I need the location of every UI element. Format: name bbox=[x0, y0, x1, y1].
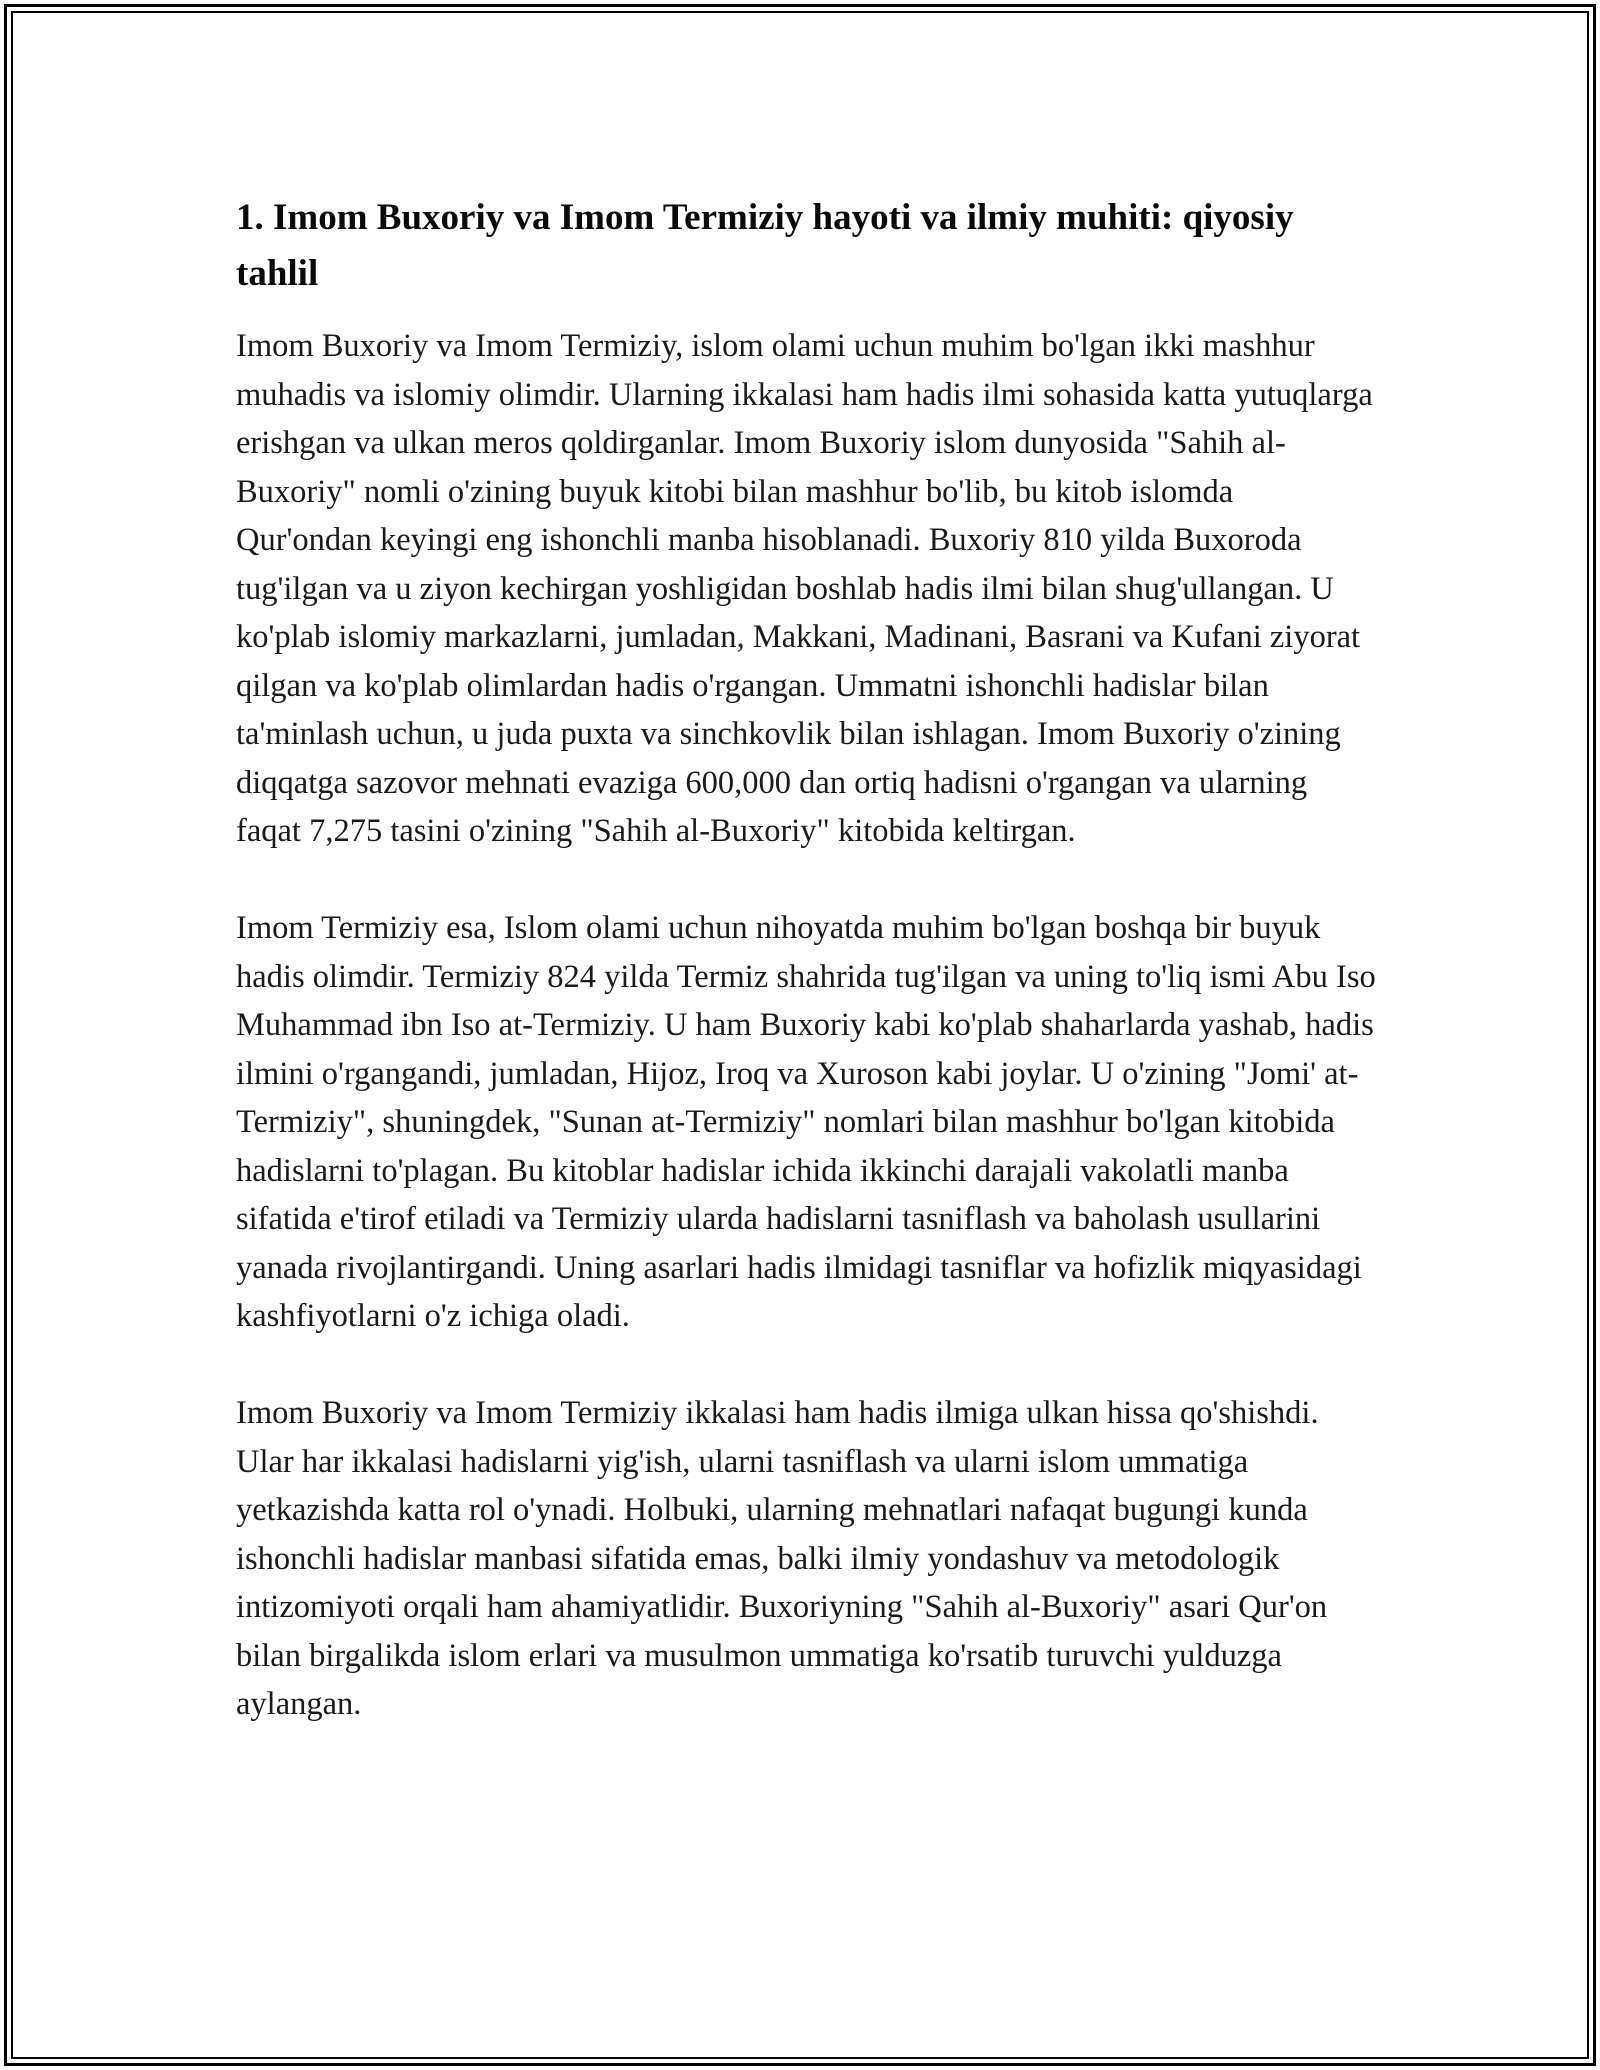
paragraph-2: Imom Termiziy esa, Islom olami uchun nihoyatda muhim bo'lgan boshqa bir buyuk hadis olimdir. Termiziy 824 yilda Termiz shahrida tug'ilgan va uning to'liq ismi Abu Iso Muhammad ibn Iso at-Termiziy. U ham Buxoriy kabi ko'plab shaharlarda yashab, hadis ilmini o'rgangandi, jumladan, Hijoz, Iroq va Xuroson kabi joylar. U o'zining "Jomi' at-Termiziy", shuningdek, "Sunan at-Termiziy" nomlari bilan mashhur bo'lgan kitobida hadislarni to'plagan. Bu kitoblar hadislar ichida ikkinchi darajali vakolatli manba sifatida e'tirof etiladi va Termiziy ularda hadislarni tasniflash va baholash usullarini yanada rivojlantirgandi. Uning asarlari hadis ilmidagi tasniflar va hofizlik miqyasidagi kashfiyotlarni o'z ichiga oladi. bbox=[236, 910, 1376, 1334]
paragraph-1: Imom Buxoriy va Imom Termiziy, islom olami uchun muhim bo'lgan ikki mashhur muhadis va islomiy olimdir. Ularning ikkalasi ham hadis ilmi sohasida katta yutuqlarga erishgan va ulkan meros qoldirganlar. Imom Buxoriy islom dunyosida "Sahih al-Buxoriy" nomli o'zining buyuk kitobi bilan mashhur bo'lib, bu kitob islomda Qur'ondan keyingi eng ishonchli manba hisoblanadi. Buxoriy 810 yilda Buxoroda tug'ilgan va u ziyon kechirgan yoshligidan boshlab hadis ilmi bilan shug'ullangan. U ko'plab islomiy markazlarni, jumladan, Makkani, Madinani, Basrani va Kufani ziyorat qilgan va ko'plab olimlardan hadis o'rgangan. Ummatni ishonchli hadislar bilan ta'minlash uchun, u juda puxta va sinchkovlik bilan ishlagan. Imom Buxoriy o'zining diqqatga sazovor mehnati evaziga 600,000 dan ortiq hadisni o'rgangan va ularning faqat 7,275 tasini o'zining "Sahih al-Buxoriy" kitobida keltirgan. bbox=[236, 328, 1373, 849]
paragraph-3: Imom Buxoriy va Imom Termiziy ikkalasi ham hadis ilmiga ulkan hissa qo'shishdi. Ular har ikkalasi hadislarni yig'ish, ularni tasniflash va ularni islom ummatiga yetkazishda katta rol o'ynadi. Holbuki, ularning mehnatlari nafaqat bugungi kunda ishonchli hadislar manbasi sifatida emas, balki ilmiy yondashuv va metodologik intizomiyoti orqali ham ahamiyatlidir. Buxoriyning "Sahih al-Buxoriy" asari Qur'on bilan birgalikda islom erlari va musulmon ummatiga ko'rsatib turuvchi yulduzga aylangan. bbox=[236, 1395, 1328, 1722]
section-heading: 1. Imom Buxoriy va Imom Termiziy hayoti va ilmiy muhiti: qiyosiy tahlil bbox=[236, 197, 1294, 294]
document-body bbox=[236, 190, 1376, 1777]
